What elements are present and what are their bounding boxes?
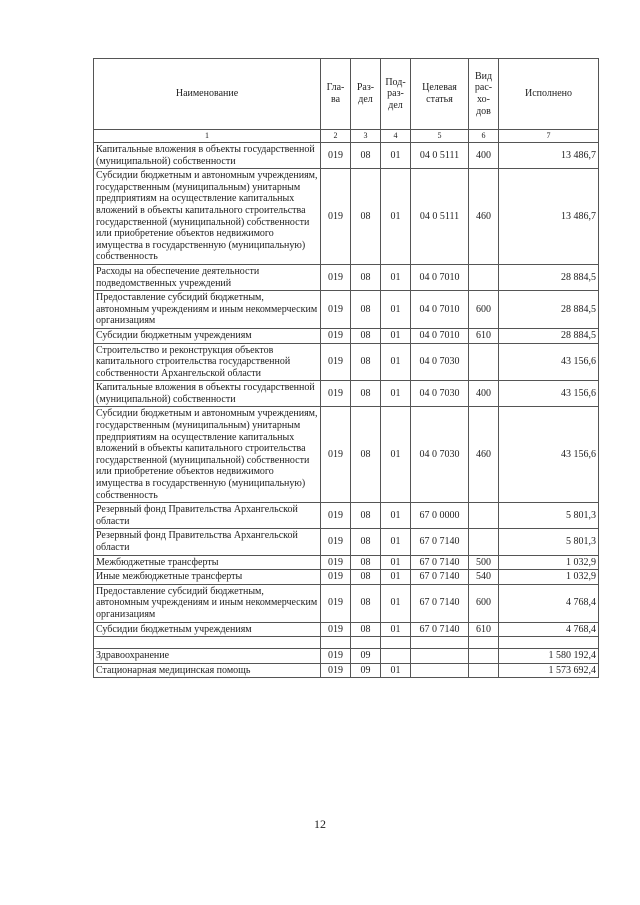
row-podrazdel — [381, 637, 411, 649]
table-row — [94, 328, 599, 343]
column-number: 1 — [94, 130, 321, 143]
row-glava: 019 — [321, 264, 351, 290]
row-glava: 019 — [321, 291, 351, 329]
column-number-row — [94, 130, 599, 143]
table-row — [94, 503, 599, 529]
row-ispolneno: 28 884,5 — [499, 264, 599, 290]
row-celevaya: 67 0 0000 — [411, 503, 469, 529]
row-podrazdel: 01 — [381, 503, 411, 529]
row-celevaya: 04 0 5111 — [411, 169, 469, 265]
row-podrazdel: 01 — [381, 555, 411, 570]
row-celevaya: 67 0 7140 — [411, 570, 469, 585]
header-row — [94, 59, 599, 130]
row-name: Стационарная медицинская помощь — [94, 663, 321, 678]
row-name: Субсидии бюджетным и автономным учреждениям, государственным (муниципальным) унитарным предприятиям на осуществление капитальных вложений в объекты капитального строительства государственной (муниципальной) собственности или приобретение объектов недвижимого имущества в государственную (муниципальную) собственность — [94, 407, 321, 503]
row-celevaya: 04 0 7010 — [411, 291, 469, 329]
row-name: Здравоохранение — [94, 649, 321, 664]
table-row — [94, 555, 599, 570]
row-razdel: 08 — [351, 291, 381, 329]
row-ispolneno: 5 801,3 — [499, 529, 599, 555]
row-ispolneno: 4 768,4 — [499, 622, 599, 637]
table-row — [94, 291, 599, 329]
row-name: Капитальные вложения в объекты государственной (муниципальной) собственности — [94, 381, 321, 407]
row-razdel: 08 — [351, 381, 381, 407]
row-vid — [469, 663, 499, 678]
row-glava: 019 — [321, 503, 351, 529]
table-row — [94, 649, 599, 664]
row-celevaya: 04 0 5111 — [411, 143, 469, 169]
row-celevaya — [411, 649, 469, 664]
row-vid — [469, 637, 499, 649]
row-podrazdel: 01 — [381, 291, 411, 329]
row-podrazdel: 01 — [381, 328, 411, 343]
row-ispolneno: 43 156,6 — [499, 343, 599, 381]
row-podrazdel: 01 — [381, 663, 411, 678]
row-vid — [469, 649, 499, 664]
header-podrazdel: Под- раз- дел — [381, 59, 411, 130]
table-row — [94, 169, 599, 265]
row-glava: 019 — [321, 343, 351, 381]
row-vid — [469, 343, 499, 381]
row-ispolneno: 1 580 192,4 — [499, 649, 599, 664]
row-razdel: 08 — [351, 264, 381, 290]
row-name: Капитальные вложения в объекты государственной (муниципальной) собственности — [94, 143, 321, 169]
table-row — [94, 381, 599, 407]
row-razdel: 09 — [351, 649, 381, 664]
row-vid — [469, 503, 499, 529]
budget-table — [93, 58, 599, 678]
column-number: 3 — [351, 130, 381, 143]
row-vid — [469, 529, 499, 555]
row-name: Иные межбюджетные трансферты — [94, 570, 321, 585]
row-podrazdel: 01 — [381, 584, 411, 622]
row-podrazdel: 01 — [381, 570, 411, 585]
row-name: Предоставление субсидий бюджетным, автономным учреждениям и иным некоммерческим организациям — [94, 291, 321, 329]
row-name: Субсидии бюджетным учреждениям — [94, 328, 321, 343]
row-podrazdel: 01 — [381, 343, 411, 381]
row-name: Предоставление субсидий бюджетным, автономным учреждениям и иным некоммерческим организациям — [94, 584, 321, 622]
row-razdel: 08 — [351, 328, 381, 343]
row-podrazdel: 01 — [381, 622, 411, 637]
table-row — [94, 663, 599, 678]
row-vid: 500 — [469, 555, 499, 570]
row-podrazdel — [381, 649, 411, 664]
table-row — [94, 584, 599, 622]
row-celevaya — [411, 663, 469, 678]
header-glava: Гла- ва — [321, 59, 351, 130]
row-glava: 019 — [321, 622, 351, 637]
header-name: Наименование — [94, 59, 321, 130]
row-glava — [321, 637, 351, 649]
column-number: 7 — [499, 130, 599, 143]
row-ispolneno: 13 486,7 — [499, 143, 599, 169]
row-razdel: 08 — [351, 407, 381, 503]
row-ispolneno: 4 768,4 — [499, 584, 599, 622]
table-row — [94, 143, 599, 169]
row-celevaya: 04 0 7010 — [411, 328, 469, 343]
row-razdel: 08 — [351, 555, 381, 570]
row-celevaya: 04 0 7030 — [411, 381, 469, 407]
row-podrazdel: 01 — [381, 169, 411, 265]
table-row — [94, 570, 599, 585]
row-name: Резервный фонд Правительства Архангельской области — [94, 529, 321, 555]
table-row — [94, 622, 599, 637]
row-name: Расходы на обеспечение деятельности подведомственных учреждений — [94, 264, 321, 290]
row-podrazdel: 01 — [381, 143, 411, 169]
row-razdel: 08 — [351, 622, 381, 637]
row-razdel: 08 — [351, 343, 381, 381]
row-celevaya: 67 0 7140 — [411, 529, 469, 555]
row-vid: 460 — [469, 407, 499, 503]
table-row — [94, 407, 599, 503]
row-glava: 019 — [321, 529, 351, 555]
row-razdel: 08 — [351, 503, 381, 529]
row-glava: 019 — [321, 143, 351, 169]
row-vid: 610 — [469, 328, 499, 343]
table-row — [94, 637, 599, 649]
row-celevaya — [411, 637, 469, 649]
row-glava: 019 — [321, 663, 351, 678]
row-podrazdel: 01 — [381, 264, 411, 290]
row-razdel: 08 — [351, 169, 381, 265]
row-name: Межбюджетные трансферты — [94, 555, 321, 570]
row-ispolneno: 28 884,5 — [499, 291, 599, 329]
row-glava: 019 — [321, 649, 351, 664]
row-glava: 019 — [321, 555, 351, 570]
row-name: Субсидии бюджетным и автономным учреждениям, государственным (муниципальным) унитарным предприятиям на осуществление капитальных вложений в объекты капитального строительства государственной (муниципальной) собственности или приобретение объектов недвижимого имущества в государственную (муниципальную) собственность — [94, 169, 321, 265]
column-number: 5 — [411, 130, 469, 143]
row-ispolneno: 5 801,3 — [499, 503, 599, 529]
row-glava: 019 — [321, 381, 351, 407]
row-ispolneno: 43 156,6 — [499, 381, 599, 407]
row-razdel: 08 — [351, 584, 381, 622]
row-razdel: 08 — [351, 529, 381, 555]
row-vid: 610 — [469, 622, 499, 637]
row-ispolneno: 1 573 692,4 — [499, 663, 599, 678]
column-number: 6 — [469, 130, 499, 143]
row-ispolneno: 1 032,9 — [499, 555, 599, 570]
row-name — [94, 637, 321, 649]
row-glava: 019 — [321, 169, 351, 265]
row-glava: 019 — [321, 328, 351, 343]
table-row — [94, 264, 599, 290]
row-celevaya: 67 0 7140 — [411, 555, 469, 570]
row-ispolneno: 1 032,9 — [499, 570, 599, 585]
header-celevaya: Целевая статья — [411, 59, 469, 130]
row-razdel: 08 — [351, 143, 381, 169]
column-number: 2 — [321, 130, 351, 143]
row-celevaya: 67 0 7140 — [411, 584, 469, 622]
row-ispolneno — [499, 637, 599, 649]
table-row — [94, 529, 599, 555]
row-ispolneno: 13 486,7 — [499, 169, 599, 265]
table-row — [94, 343, 599, 381]
header-ispolneno: Исполнено — [499, 59, 599, 130]
row-vid: 460 — [469, 169, 499, 265]
row-celevaya: 04 0 7030 — [411, 343, 469, 381]
row-podrazdel: 01 — [381, 407, 411, 503]
header-vid: Вид рас- хо- дов — [469, 59, 499, 130]
row-name: Субсидии бюджетным учреждениям — [94, 622, 321, 637]
row-vid: 600 — [469, 584, 499, 622]
row-razdel: 08 — [351, 570, 381, 585]
row-ispolneno: 43 156,6 — [499, 407, 599, 503]
row-glava: 019 — [321, 407, 351, 503]
row-vid: 400 — [469, 143, 499, 169]
row-name: Строительство и реконструкция объектов капитального строительства государственной собственности Архангельской области — [94, 343, 321, 381]
row-celevaya: 04 0 7010 — [411, 264, 469, 290]
row-celevaya: 04 0 7030 — [411, 407, 469, 503]
row-vid — [469, 264, 499, 290]
header-razdel: Раз- дел — [351, 59, 381, 130]
row-glava: 019 — [321, 570, 351, 585]
row-glava: 019 — [321, 584, 351, 622]
row-podrazdel: 01 — [381, 529, 411, 555]
row-ispolneno: 28 884,5 — [499, 328, 599, 343]
row-vid: 400 — [469, 381, 499, 407]
row-vid: 540 — [469, 570, 499, 585]
row-celevaya: 67 0 7140 — [411, 622, 469, 637]
column-number: 4 — [381, 130, 411, 143]
row-razdel: 09 — [351, 663, 381, 678]
page-number: 12 — [314, 817, 326, 831]
row-vid: 600 — [469, 291, 499, 329]
row-name: Резервный фонд Правительства Архангельской области — [94, 503, 321, 529]
row-podrazdel: 01 — [381, 381, 411, 407]
row-razdel — [351, 637, 381, 649]
